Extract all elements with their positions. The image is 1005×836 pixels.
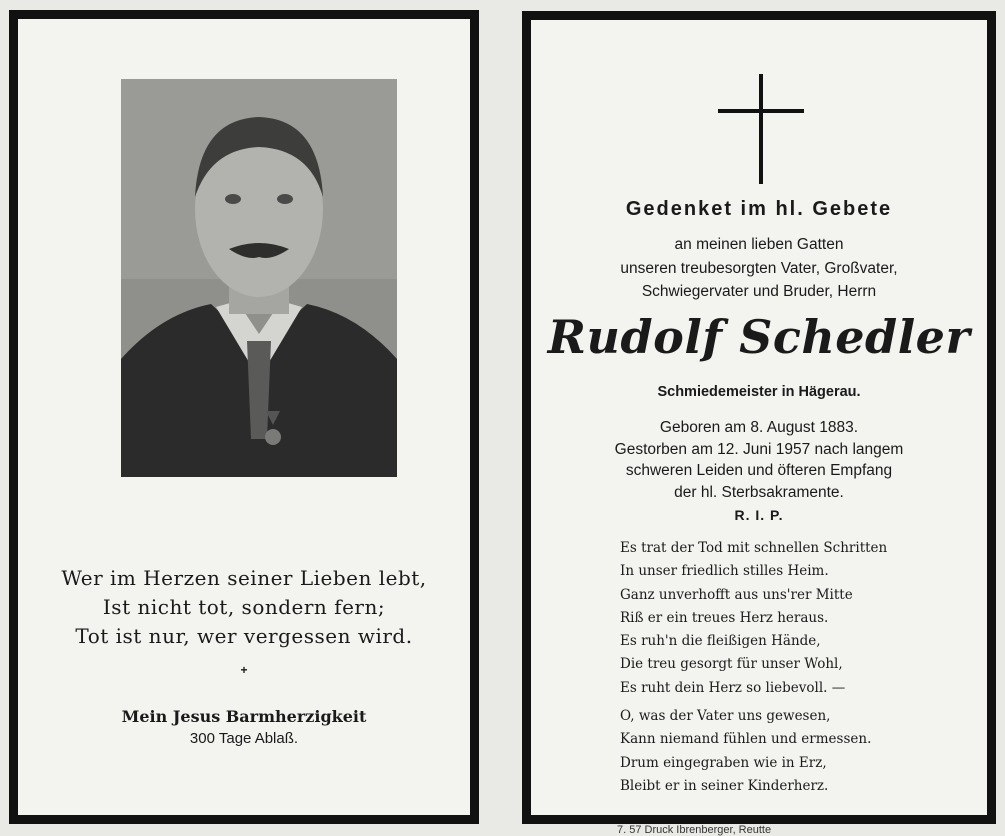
indulgence-text: 300 Tage Ablaß. — [189, 730, 299, 747]
left-poem — [18, 564, 470, 651]
poem-line: Ganz unverhofft aus uns'rer Mitte — [620, 586, 853, 603]
right-card — [522, 11, 996, 824]
poem-line: Bleibt er in seiner Kinderherz. — [620, 777, 829, 794]
left-poem-line: Tot ist nur, wer vergessen wird. — [75, 624, 413, 648]
portrait-photo — [121, 79, 397, 477]
dedication-line: Schwiegervater und Bruder, Herrn — [641, 283, 877, 300]
dates-line: der hl. Sterbsakramente. — [674, 483, 844, 501]
poem-line: In unser friedlich stilles Heim. — [620, 563, 829, 580]
portrait-image — [121, 79, 397, 477]
poem-stanza — [620, 537, 887, 700]
deceased-name: Rudolf Schedler — [547, 310, 971, 364]
small-cross-mark: + — [240, 663, 248, 677]
poem-stanza — [620, 705, 887, 798]
poem-line: O, was der Vater uns gewesen, — [620, 708, 831, 725]
dedication-line: unseren treubesorgten Vater, Großvater, — [620, 259, 898, 277]
poem-line: Drum eingegraben wie in Erz, — [620, 754, 827, 771]
life-dates — [531, 417, 987, 503]
dedication-text — [531, 233, 987, 304]
poem-line: Es trat der Tod mit schnellen Schritten — [620, 540, 888, 556]
right-poem — [620, 537, 887, 803]
dedication-line: an meinen lieben Gatten — [674, 236, 844, 253]
dates-line: schweren Leiden und öfteren Empfang — [625, 462, 893, 479]
occupation: Schmiedemeister in Hägerau. — [657, 384, 861, 400]
poem-line: Die treu gesorgt für unser Wohl, — [620, 656, 843, 673]
poem-line: Es ruh'n die fleißigen Hände, — [620, 633, 821, 650]
left-poem-line: Wer im Herzen seiner Lieben lebt, — [61, 566, 427, 590]
poem-line: Riß er ein treues Herz heraus. — [620, 609, 829, 626]
memorial-heading: Gedenket im hl. Gebete — [625, 198, 893, 220]
printer-note: 7. 57 Druck Ibrenberger, Reutte — [617, 824, 772, 836]
poem-line: Kann niemand fühlen und ermessen. — [620, 731, 872, 748]
dates-line: Geboren am 8. August 1883. — [659, 419, 859, 436]
rip-mark: R. I. P. — [734, 507, 784, 523]
poem-line: Es ruht dein Herz so liebevoll. — — [620, 679, 846, 696]
cross-icon — [718, 74, 804, 184]
left-card — [9, 10, 479, 824]
left-poem-line: Ist nicht tot, sondern fern; — [102, 595, 386, 619]
prayer-title: Mein Jesus Barmherzigkeit — [121, 707, 367, 726]
dates-line: Gestorben am 12. Juni 1957 nach langem — [614, 440, 904, 458]
